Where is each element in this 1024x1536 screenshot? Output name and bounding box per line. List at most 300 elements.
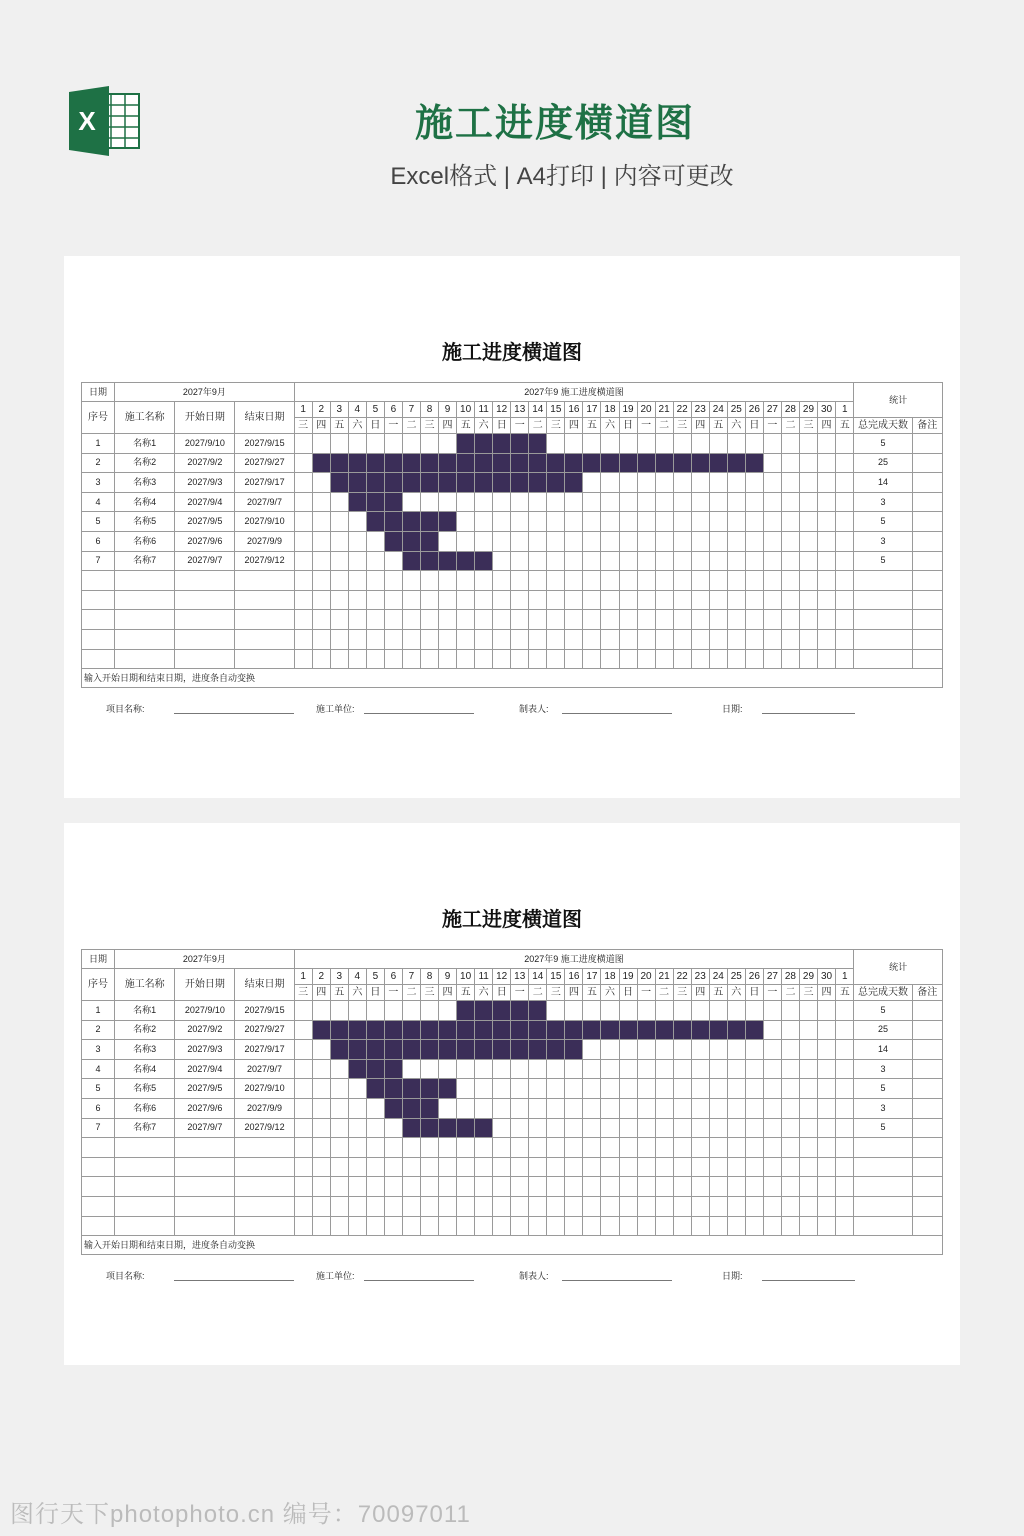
day-number: 14 — [529, 402, 547, 418]
gantt-bar-segment — [420, 512, 438, 532]
day-number: 21 — [655, 402, 673, 418]
empty-cell — [312, 1177, 330, 1197]
empty-cell — [547, 1216, 565, 1236]
task-end: 2027/9/27 — [235, 453, 294, 473]
empty-cell — [457, 629, 475, 649]
empty-cell — [82, 1157, 115, 1177]
task-end: 2027/9/17 — [235, 473, 294, 493]
gantt-cell — [619, 1059, 637, 1079]
gantt-bar-segment — [583, 453, 601, 473]
gantt-bar-segment — [348, 1020, 366, 1040]
weekday: 五 — [836, 985, 854, 1001]
empty-cell — [727, 629, 745, 649]
gantt-cell — [637, 473, 655, 493]
gantt-bar-segment — [420, 1118, 438, 1138]
gantt-bar-segment — [384, 512, 402, 532]
empty-cell — [439, 1177, 457, 1197]
weekday: 一 — [763, 418, 781, 434]
empty-cell — [235, 610, 294, 630]
gantt-cell — [655, 1118, 673, 1138]
table-row — [82, 492, 943, 512]
empty-cell — [763, 1157, 781, 1177]
empty-cell — [312, 571, 330, 591]
gantt-cell — [583, 531, 601, 551]
gantt-cell — [547, 551, 565, 571]
gantt-bar-segment — [457, 1040, 475, 1060]
gantt-cell — [745, 512, 763, 532]
weekday: 三 — [420, 418, 438, 434]
empty-cell — [457, 590, 475, 610]
gantt-cell — [294, 1040, 312, 1060]
day-number: 2 — [312, 402, 330, 418]
gantt-cell — [619, 1079, 637, 1099]
gantt-bar-segment — [691, 1020, 709, 1040]
month-label: 2027年9月 — [115, 950, 295, 969]
empty-cell — [854, 571, 912, 591]
gantt-cell — [709, 492, 727, 512]
empty-cell — [475, 571, 493, 591]
empty-cell — [547, 590, 565, 610]
gantt-cell — [547, 1059, 565, 1079]
watermark: 图行天下photophoto.cn 编号：70097011 — [10, 1501, 471, 1528]
gantt-cell — [709, 1001, 727, 1021]
empty-cell — [912, 1216, 942, 1236]
note-text: 输入开始日期和结束日期，进度条自动变换 — [82, 1236, 943, 1255]
table-row — [82, 512, 943, 532]
empty-cell — [619, 1196, 637, 1216]
task-seq: 3 — [82, 1040, 115, 1060]
empty-row — [82, 629, 943, 649]
empty-cell — [115, 610, 175, 630]
task-start: 2027/9/5 — [175, 1079, 235, 1099]
gantt-cell — [799, 434, 817, 454]
task-start: 2027/9/3 — [175, 473, 235, 493]
gantt-cell — [294, 1059, 312, 1079]
gantt-cell — [745, 492, 763, 512]
day-number: 23 — [691, 969, 709, 985]
empty-cell — [439, 649, 457, 669]
gantt-cell — [691, 531, 709, 551]
day-number: 20 — [637, 969, 655, 985]
column-name: 施工名称 — [115, 969, 175, 1001]
empty-cell — [457, 1138, 475, 1158]
gantt-cell — [583, 512, 601, 532]
gantt-cell — [637, 1098, 655, 1118]
empty-cell — [439, 610, 457, 630]
column-start: 开始日期 — [175, 402, 235, 434]
empty-cell — [673, 571, 691, 591]
gantt-cell — [511, 1098, 529, 1118]
table-row — [82, 473, 943, 493]
task-start: 2027/9/2 — [175, 1020, 235, 1040]
empty-cell — [673, 1177, 691, 1197]
gantt-cell — [529, 551, 547, 571]
gantt-cell — [312, 512, 330, 532]
gantt-bar-segment — [402, 473, 420, 493]
task-start: 2027/9/6 — [175, 1098, 235, 1118]
gantt-cell — [619, 434, 637, 454]
table-row — [82, 453, 943, 473]
weekday: 四 — [565, 418, 583, 434]
empty-cell — [493, 629, 511, 649]
day-number: 5 — [366, 402, 384, 418]
weekday: 五 — [330, 985, 348, 1001]
task-end: 2027/9/9 — [235, 1098, 294, 1118]
weekday: 三 — [420, 985, 438, 1001]
signature-blank — [562, 713, 672, 714]
empty-cell — [709, 1216, 727, 1236]
empty-row — [82, 1157, 943, 1177]
gantt-cell — [637, 1001, 655, 1021]
empty-cell — [348, 1177, 366, 1197]
gantt-bar-segment — [475, 1001, 493, 1021]
gantt-bar-segment — [330, 1040, 348, 1060]
stats-label: 统计 — [854, 383, 943, 418]
empty-cell — [781, 1196, 799, 1216]
empty-cell — [439, 571, 457, 591]
gantt-cell — [583, 1059, 601, 1079]
empty-row — [82, 610, 943, 630]
empty-cell — [529, 1157, 547, 1177]
gantt-bar-segment — [420, 1098, 438, 1118]
gantt-cell — [601, 1079, 619, 1099]
gantt-bar-segment — [475, 1020, 493, 1040]
empty-cell — [547, 1157, 565, 1177]
empty-cell — [601, 610, 619, 630]
day-number: 28 — [781, 969, 799, 985]
task-remark — [912, 1059, 942, 1079]
gantt-cell — [384, 434, 402, 454]
empty-cell — [763, 590, 781, 610]
page-subtitle: Excel格式 | A4打印 | 内容可更改 — [390, 163, 734, 190]
gantt-cell — [673, 1098, 691, 1118]
weekday: 日 — [619, 985, 637, 1001]
gantt-cell — [763, 492, 781, 512]
empty-cell — [420, 1138, 438, 1158]
empty-cell — [235, 1196, 294, 1216]
gantt-table — [81, 382, 943, 688]
gantt-cell — [312, 1040, 330, 1060]
empty-cell — [763, 1196, 781, 1216]
empty-cell — [601, 1216, 619, 1236]
weekday: 四 — [691, 418, 709, 434]
gantt-cell — [673, 512, 691, 532]
empty-cell — [348, 590, 366, 610]
task-name: 名称7 — [115, 1118, 175, 1138]
gantt-cell — [294, 1020, 312, 1040]
empty-cell — [511, 649, 529, 669]
gantt-cell — [330, 1079, 348, 1099]
task-name: 名称4 — [115, 492, 175, 512]
empty-cell — [601, 1177, 619, 1197]
gantt-cell — [402, 492, 420, 512]
gantt-cell — [565, 434, 583, 454]
empty-cell — [727, 610, 745, 630]
gantt-cell — [727, 1059, 745, 1079]
gantt-cell — [493, 492, 511, 512]
weekday: 二 — [529, 418, 547, 434]
gantt-cell — [601, 1118, 619, 1138]
gantt-cell — [420, 434, 438, 454]
empty-cell — [493, 590, 511, 610]
empty-cell — [745, 1157, 763, 1177]
gantt-cell — [565, 551, 583, 571]
empty-cell — [493, 1138, 511, 1158]
gantt-cell — [745, 1098, 763, 1118]
gantt-cell — [781, 531, 799, 551]
gantt-cell — [402, 1059, 420, 1079]
gantt-cell — [475, 492, 493, 512]
gantt-cell — [312, 492, 330, 512]
gantt-cell — [745, 1001, 763, 1021]
gantt-bar-segment — [330, 1020, 348, 1040]
empty-cell — [529, 1196, 547, 1216]
empty-cell — [312, 610, 330, 630]
task-seq: 2 — [82, 453, 115, 473]
gantt-bar-segment — [402, 1118, 420, 1138]
day-number: 28 — [781, 402, 799, 418]
weekday: 五 — [709, 418, 727, 434]
empty-cell — [565, 629, 583, 649]
empty-cell — [475, 629, 493, 649]
gantt-cell — [565, 492, 583, 512]
sheet-title: 施工进度横道图 — [442, 909, 582, 931]
gantt-cell — [727, 1079, 745, 1099]
weekday: 二 — [655, 985, 673, 1001]
empty-cell — [781, 629, 799, 649]
gantt-cell — [457, 492, 475, 512]
task-start: 2027/9/5 — [175, 512, 235, 532]
gantt-cell — [781, 492, 799, 512]
gantt-bar-segment — [547, 1020, 565, 1040]
gantt-cell — [547, 1118, 565, 1138]
gantt-cell — [637, 434, 655, 454]
empty-cell — [601, 649, 619, 669]
empty-cell — [115, 1177, 175, 1197]
gantt-cell — [529, 1079, 547, 1099]
gantt-cell — [836, 551, 854, 571]
empty-cell — [781, 590, 799, 610]
gantt-bar-segment — [511, 453, 529, 473]
gantt-bar-segment — [439, 453, 457, 473]
gantt-cell — [763, 531, 781, 551]
gantt-cell — [511, 531, 529, 551]
table-row — [82, 1079, 943, 1099]
empty-cell — [330, 629, 348, 649]
empty-cell — [818, 1138, 836, 1158]
gantt-cell — [781, 1001, 799, 1021]
empty-cell — [619, 1177, 637, 1197]
empty-cell — [854, 1157, 912, 1177]
day-row — [82, 402, 943, 418]
empty-cell — [115, 1196, 175, 1216]
gantt-cell — [836, 1020, 854, 1040]
task-remark — [912, 1001, 942, 1021]
gantt-cell — [727, 512, 745, 532]
gantt-cell — [330, 434, 348, 454]
weekday: 三 — [547, 985, 565, 1001]
empty-cell — [655, 649, 673, 669]
empty-cell — [709, 629, 727, 649]
day-number: 27 — [763, 969, 781, 985]
gantt-cell — [727, 473, 745, 493]
gantt-cell — [727, 551, 745, 571]
empty-cell — [493, 649, 511, 669]
gantt-cell — [348, 434, 366, 454]
task-remark — [912, 1079, 942, 1099]
gantt-cell — [781, 1059, 799, 1079]
table-row — [82, 551, 943, 571]
empty-cell — [583, 629, 601, 649]
gantt-bar-segment — [475, 434, 493, 454]
gantt-cell — [439, 531, 457, 551]
empty-cell — [799, 649, 817, 669]
gantt-bar-segment — [384, 1040, 402, 1060]
gantt-bar-segment — [565, 1040, 583, 1060]
gantt-cell — [763, 1040, 781, 1060]
empty-cell — [547, 1177, 565, 1197]
gantt-cell — [547, 492, 565, 512]
gantt-cell — [475, 1098, 493, 1118]
empty-cell — [457, 1196, 475, 1216]
weekday: 日 — [366, 985, 384, 1001]
empty-cell — [619, 571, 637, 591]
gantt-cell — [565, 1001, 583, 1021]
task-total: 5 — [854, 1001, 912, 1021]
gantt-cell — [655, 1001, 673, 1021]
day-number: 10 — [457, 402, 475, 418]
weekday: 五 — [583, 418, 601, 434]
table-row — [82, 1020, 943, 1040]
day-number: 24 — [709, 402, 727, 418]
day-number: 15 — [547, 402, 565, 418]
empty-cell — [583, 571, 601, 591]
day-number: 17 — [583, 969, 601, 985]
empty-cell — [402, 1138, 420, 1158]
empty-cell — [691, 1177, 709, 1197]
gantt-cell — [781, 551, 799, 571]
task-remark — [912, 512, 942, 532]
gantt-cell — [655, 434, 673, 454]
maker-label: 制表人: — [519, 704, 549, 714]
task-total: 3 — [854, 492, 912, 512]
day-number: 17 — [583, 402, 601, 418]
day-number: 1 — [294, 402, 312, 418]
gantt-bar-segment — [439, 512, 457, 532]
gantt-cell — [655, 473, 673, 493]
column-seq: 序号 — [82, 969, 115, 1001]
empty-cell — [439, 590, 457, 610]
gantt-bar-segment — [384, 531, 402, 551]
gantt-cell — [583, 551, 601, 571]
gantt-cell — [673, 492, 691, 512]
empty-cell — [82, 629, 115, 649]
task-total: 5 — [854, 434, 912, 454]
weekday: 四 — [439, 985, 457, 1001]
empty-cell — [294, 590, 312, 610]
gantt-cell — [745, 551, 763, 571]
empty-cell — [475, 590, 493, 610]
day-number: 30 — [818, 402, 836, 418]
gantt-cell — [312, 551, 330, 571]
gantt-cell — [818, 551, 836, 571]
gantt-cell — [312, 1098, 330, 1118]
task-name: 名称3 — [115, 1040, 175, 1060]
empty-cell — [691, 1196, 709, 1216]
column-total: 总完成天数 — [854, 985, 912, 1001]
gantt-bar-segment — [402, 531, 420, 551]
empty-cell — [583, 649, 601, 669]
gantt-bar-segment — [709, 453, 727, 473]
empty-cell — [175, 590, 235, 610]
empty-cell — [330, 1196, 348, 1216]
weekday: 四 — [818, 985, 836, 1001]
weekday: 三 — [673, 418, 691, 434]
empty-cell — [673, 1216, 691, 1236]
empty-cell — [565, 590, 583, 610]
gantt-cell — [402, 1001, 420, 1021]
empty-cell — [655, 610, 673, 630]
gantt-cell — [439, 1098, 457, 1118]
empty-cell — [511, 1157, 529, 1177]
gantt-cell — [457, 1098, 475, 1118]
gantt-bar-segment — [439, 473, 457, 493]
empty-cell — [655, 1216, 673, 1236]
gantt-cell — [294, 492, 312, 512]
empty-cell — [384, 1157, 402, 1177]
task-end: 2027/9/7 — [235, 492, 294, 512]
gantt-cell — [366, 531, 384, 551]
empty-cell — [709, 1177, 727, 1197]
empty-cell — [529, 649, 547, 669]
gantt-bar-segment — [384, 492, 402, 512]
gantt-cell — [709, 1098, 727, 1118]
task-start: 2027/9/2 — [175, 453, 235, 473]
weekday: 三 — [294, 985, 312, 1001]
gantt-bar-segment — [330, 473, 348, 493]
empty-cell — [637, 1138, 655, 1158]
empty-cell — [818, 610, 836, 630]
empty-cell — [348, 610, 366, 630]
weekday: 日 — [745, 985, 763, 1001]
empty-cell — [366, 629, 384, 649]
gantt-bar-segment — [493, 434, 511, 454]
gantt-cell — [348, 1118, 366, 1138]
gantt-bar-segment — [565, 1020, 583, 1040]
empty-cell — [673, 610, 691, 630]
empty-cell — [655, 1157, 673, 1177]
weekday: 二 — [781, 418, 799, 434]
empty-row — [82, 590, 943, 610]
empty-cell — [493, 1177, 511, 1197]
weekday: 六 — [348, 418, 366, 434]
gantt-cell — [673, 551, 691, 571]
gantt-cell — [727, 1098, 745, 1118]
gantt-bar-segment — [475, 1118, 493, 1138]
month-label: 2027年9月 — [115, 383, 295, 402]
empty-cell — [529, 1216, 547, 1236]
gantt-cell — [601, 551, 619, 571]
empty-cell — [637, 1177, 655, 1197]
weekday: 日 — [745, 418, 763, 434]
gantt-cell — [709, 1118, 727, 1138]
gantt-cell — [727, 531, 745, 551]
empty-cell — [457, 1177, 475, 1197]
empty-cell — [763, 1138, 781, 1158]
empty-cell — [384, 1196, 402, 1216]
weekday: 四 — [565, 985, 583, 1001]
gantt-bar-segment — [439, 1079, 457, 1099]
